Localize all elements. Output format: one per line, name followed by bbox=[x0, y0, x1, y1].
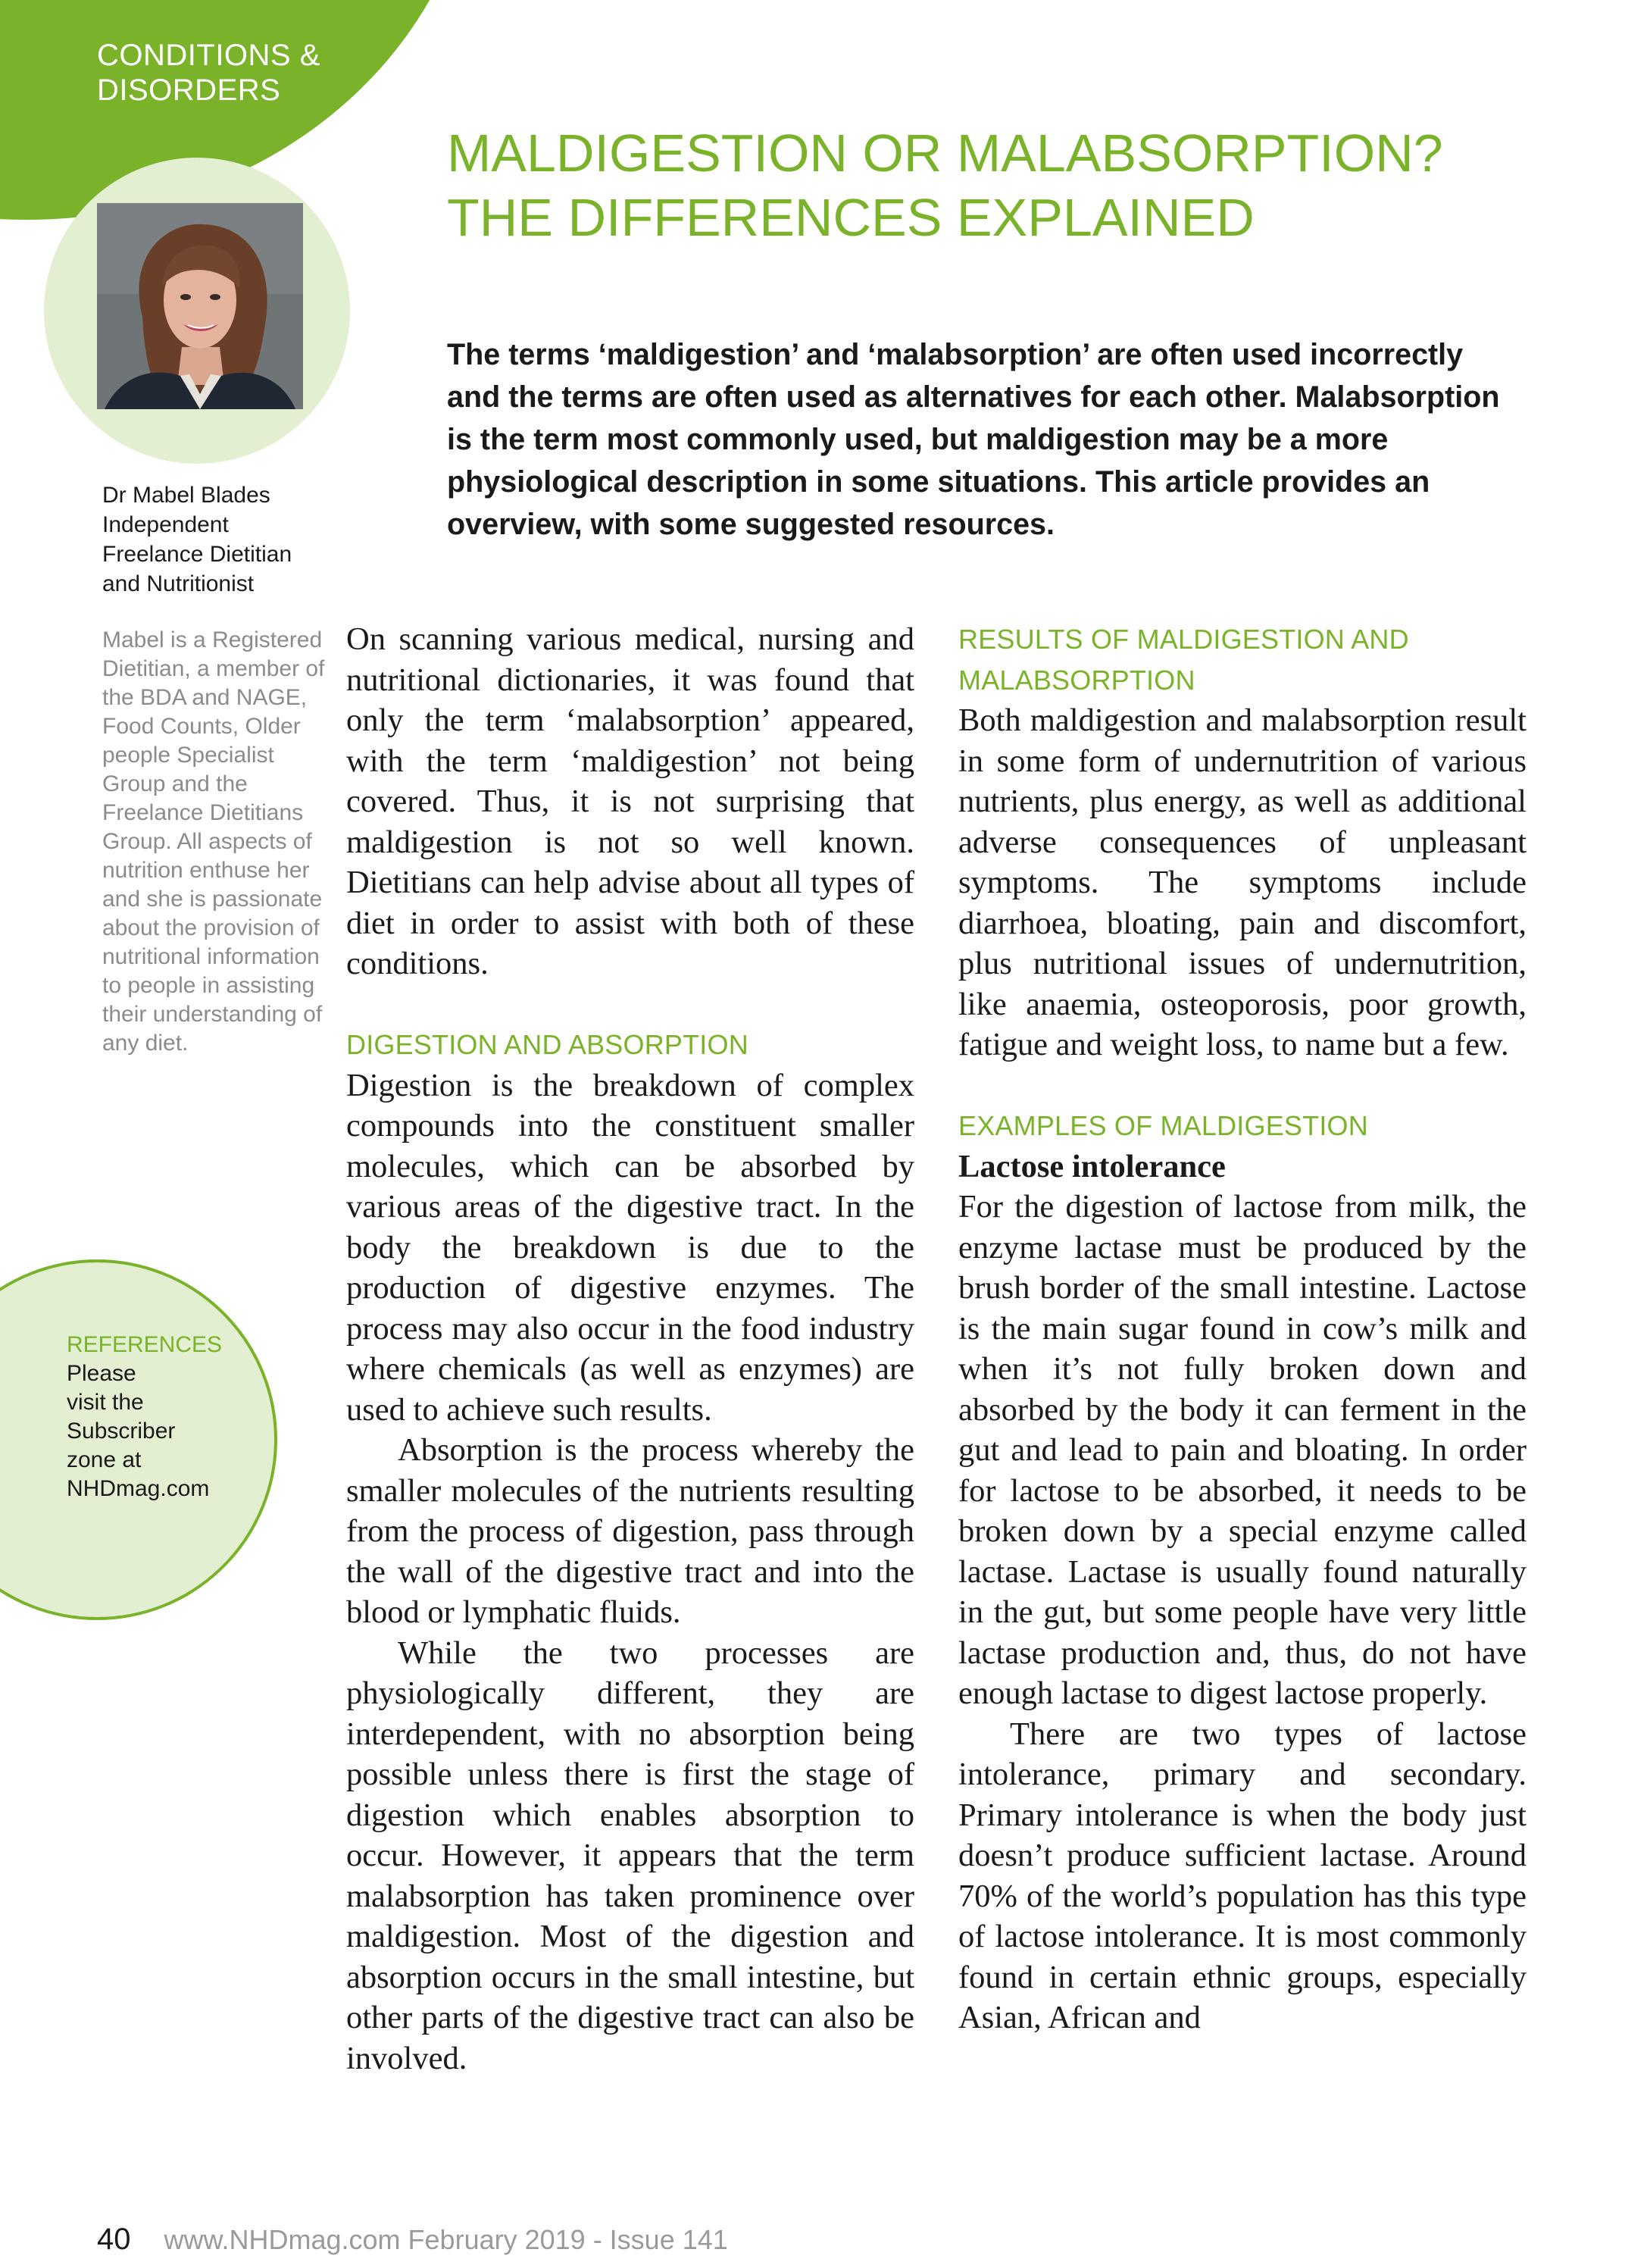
author-portrait-illustration bbox=[97, 203, 303, 409]
subheading: Lactose intolerance bbox=[958, 1148, 1226, 1184]
standfirst: The terms ‘maldigestion’ and ‘malabsorption’ are often used incorrectly and the terms are often used as alternatives for each other. Malabsorption is the term most commonly used, but maldigestion may be a more physiological description in some situations. This article provides an overview, with some suggested resources. bbox=[447, 338, 1500, 541]
references-line: Please bbox=[67, 1361, 136, 1386]
references-note bbox=[67, 1331, 248, 1503]
title-line-1: MALDIGESTION OR MALABSORPTION? bbox=[447, 124, 1443, 183]
body-paragraph: Absorption is the process whereby the smaller molecules of the nutrients resulting from the process of digestion, pass through the wall of the digestive tract and into the blood or lymphatic fluids. bbox=[346, 1432, 914, 1630]
section-heading: EXAMPLES OF MALDIGESTION bbox=[958, 1110, 1368, 1141]
author-role-line-1: Independent bbox=[102, 512, 229, 537]
author-role-line-2: Freelance Dietitian bbox=[102, 542, 292, 567]
author-name: Dr Mabel Blades bbox=[102, 483, 270, 508]
title-line-2: THE DIFFERENCES EXPLAINED bbox=[447, 188, 1255, 247]
body-paragraph: Both maldigestion and malabsorption result in some form of undernutrition of various nutrients, plus energy, as well as additional adverse consequences of unpleasant symptoms. The symptoms include diarrhoea, bloating, pain and discomfort, plus nutritional issues of undernutrition, like anaemia, osteoporosis, poor growth, fatigue and weight loss, to name but a few. bbox=[958, 702, 1527, 1062]
body-paragraph: For the digestion of lactose from milk, the enzyme lactase must be produced by the brush border of the small intestine. Lactose is the main sugar found in cow’s milk and when it’s not fully broken down and absorbed by the body it can ferment in the gut and lead to pain and bloating. In order for lactose to be absorbed, it needs to be broken down by a special enzyme called lactase. Lactase is usually found naturally in the gut, but some people have very little lactase production and, thus, do not have enough lactase to digest lactose properly. bbox=[958, 1189, 1527, 1711]
references-heading: REFERENCES bbox=[67, 1332, 223, 1357]
page-footer bbox=[97, 2223, 728, 2257]
references-link[interactable]: NHDmag.com bbox=[67, 1476, 210, 1501]
body-column-right bbox=[958, 619, 1527, 2038]
references-line: Subscriber bbox=[67, 1419, 176, 1444]
body-paragraph: While the two processes are physiologically different, they are interdependent, with no absorption being possible unless there is first the stage of digestion which enables absorption to occur. However, it appears that the term malabsorption has taken prominence over maldigestion. Most of the digestion and absorption occurs in the small intestine, but other parts of the digestive tract can also be involved. bbox=[346, 1635, 914, 2076]
section-label: CONDITIONS & DISORDERS bbox=[97, 39, 320, 107]
references-line: zone at bbox=[67, 1447, 142, 1472]
body-paragraph: Digestion is the breakdown of complex compounds into the constituent smaller molecules, which can be absorbed by various areas of the digestive tract. In the body the breakdown is due to the production of digestive enzymes. The process may also occur in the food industry where chemicals (as well as enzymes) are used to achieve such results. bbox=[346, 1067, 914, 1428]
body-paragraph: There are two types of lactose intolerance, primary and secondary. Primary intolerance is when the body just doesn’t produce sufficient lactase. Around 70% of the world’s population has this type of lactose intolerance. It is most commonly found in certain ethnic groups, especially Asian, African and bbox=[958, 1716, 1527, 2035]
author-bio: Mabel is a Registered Dietitian, a member of the BDA and NAGE, Food Counts, Older people Specialist Group and the Freelance Dietitians Group. All aspects of nutrition enthuse her and she is passionate about the provision of nutritional information to people in assisting their understanding of any diet. bbox=[102, 627, 325, 1056]
intro-paragraph: On scanning various medical, nursing and nutritional dictionaries, it was found that only the term ‘malabsorption’ appeared, with the term ‘maldigestion’ not being covered. Thus, it is not surprising that maldigestion is not so well known. Dietitians can help advise about all types of diet in order to assist with both of these conditions. bbox=[346, 621, 914, 981]
section-heading: DIGESTION AND ABSORPTION bbox=[346, 1029, 748, 1060]
page-number: 40 bbox=[97, 2223, 131, 2256]
body-column-left bbox=[346, 619, 914, 2079]
references-line: visit the bbox=[67, 1390, 144, 1415]
author-credit bbox=[102, 480, 330, 599]
article-title bbox=[447, 121, 1583, 250]
author-photo bbox=[97, 203, 303, 409]
footer-text: www.NHDmag.com February 2019 - Issue 141 bbox=[164, 2224, 728, 2255]
section-heading: RESULTS OF MALDIGESTION AND MALABSORPTION bbox=[958, 624, 1409, 696]
author-role-line-3: and Nutritionist bbox=[102, 571, 255, 596]
